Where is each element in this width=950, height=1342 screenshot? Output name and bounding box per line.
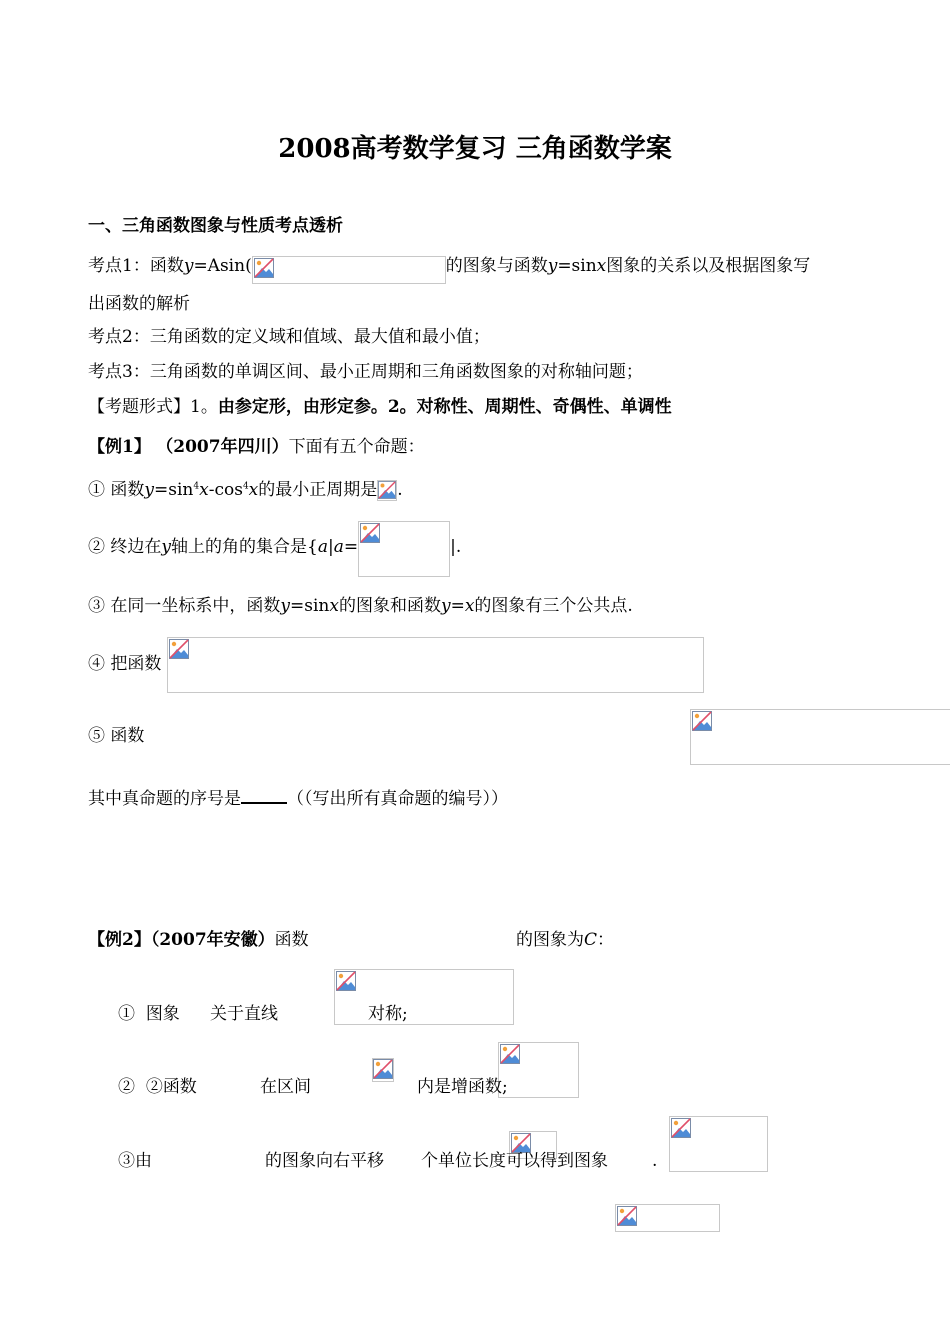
example-2-item-3-text: 的图象向右平移 <box>265 1151 384 1171</box>
formula-image <box>615 1204 720 1232</box>
example-1-item-2: ② 终边在y轴上的角的集合是{a|a= |. <box>88 537 461 577</box>
point-1-continued: 出函数的解析 <box>88 294 190 314</box>
example-2-item-1: ① 图象 <box>118 1004 180 1024</box>
formula-image <box>334 969 514 1025</box>
formula-image <box>358 521 450 577</box>
example-2-item-3-text-2: 个单位长度可以得到图象 <box>421 1151 608 1171</box>
answer-blank[interactable] <box>241 786 287 804</box>
example-2-item-2: ② ②函数 <box>118 1077 197 1097</box>
point-1: 考点1：函数y=Asin( 的图象与函数y=sinx图象的关系以及根据图象写 <box>88 256 810 284</box>
broken-image-icon <box>378 481 396 499</box>
example-2-item-1-end: 对称; <box>368 1004 408 1024</box>
point-3: 考点3：三角函数的单调区间、最小正周期和三角函数图象的对称轴问题； <box>88 362 643 382</box>
example-2-item-3: ③由 <box>118 1151 152 1171</box>
example-2-item-1-text: 关于直线 <box>210 1004 278 1024</box>
example-1-item-1: ① 函数$y=\sin^4x-\cos^4x$的最小正周期是 . <box>88 480 403 500</box>
broken-image-icon <box>692 711 712 731</box>
example-2-item-2-end: 内是增函数; <box>417 1077 508 1097</box>
formula-image <box>690 709 950 765</box>
formula-image <box>252 256 446 284</box>
broken-image-icon <box>617 1206 637 1226</box>
formula-image <box>669 1116 768 1172</box>
example-1-item-3: ③ 在同一坐标系中，函数y=sinx的图象和函数y=x的图象有三个公共点. <box>88 596 633 616</box>
example-2-item-3-end: . <box>652 1151 658 1171</box>
formula-image <box>377 480 397 501</box>
example-2-item-2-text: 在区间 <box>260 1077 311 1097</box>
broken-image-icon <box>373 1059 393 1079</box>
section-heading: 一、三角函数图象与性质考点透析 <box>88 216 343 236</box>
page-title: 2008高考数学复习 三角函数学案 <box>278 134 672 164</box>
broken-image-icon <box>336 971 356 991</box>
formula-image <box>498 1042 579 1098</box>
formula-image <box>372 1058 394 1082</box>
broken-image-icon <box>360 523 380 543</box>
broken-image-icon <box>511 1133 531 1153</box>
broken-image-icon <box>254 258 274 278</box>
example-1-item-4: ④ 把函数 <box>88 654 162 674</box>
formula-image <box>167 637 704 693</box>
example-1-heading: 【例1】 （2007年四川）下面有五个命题： <box>88 437 425 457</box>
example-1-answer: 其中真命题的序号是 （（写出所有真命题的编号）） <box>88 786 508 809</box>
example-2-heading-end: 的图象为C： <box>516 930 615 950</box>
broken-image-icon <box>671 1118 691 1138</box>
example-1-item-5: ⑤ 函数 <box>88 726 145 746</box>
broken-image-icon <box>500 1044 520 1064</box>
point-2: 考点2：三角函数的定义域和值域、最大值和最小值； <box>88 327 490 347</box>
exam-forms: 【考题形式】1。由参定形，由形定参。2。对称性、周期性、奇偶性、单调性 <box>88 397 672 417</box>
broken-image-icon <box>169 639 189 659</box>
example-2-heading: 【例2】（2007年安徽）函数 <box>88 930 309 950</box>
